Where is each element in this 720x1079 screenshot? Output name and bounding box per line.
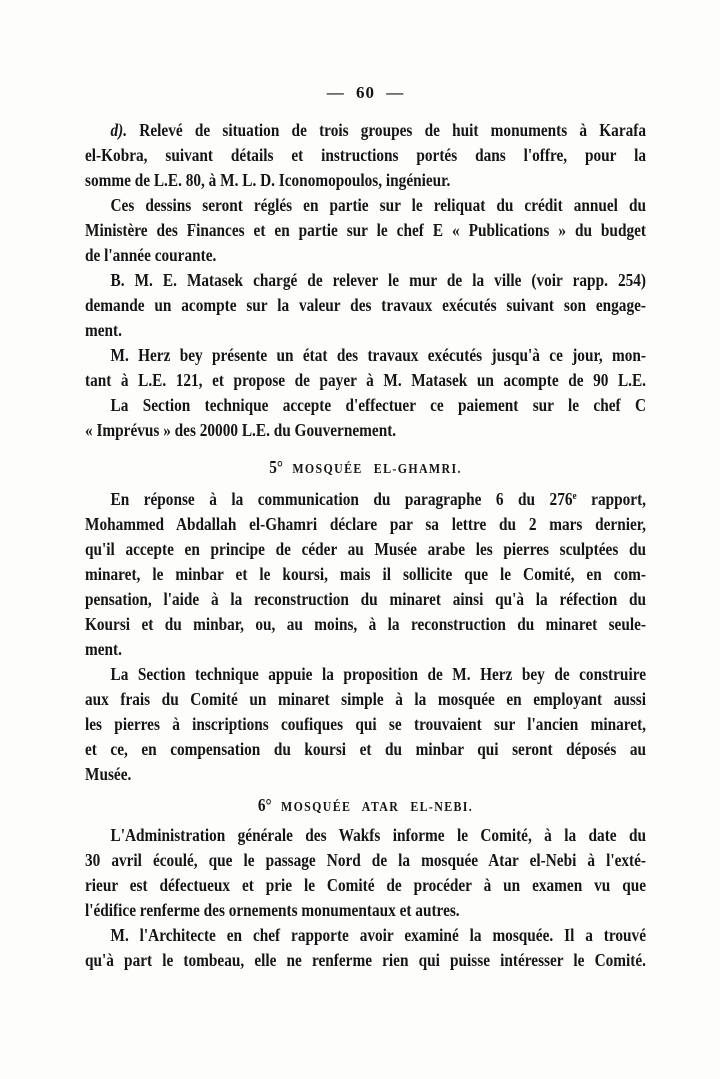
text-line: « Imprévus » des 20000 L.E. du Gouvernement.	[85, 420, 397, 440]
page-number-header: — 60 —	[326, 83, 405, 102]
text-line: ment.	[85, 639, 122, 659]
text-line: demande un acompte sur la valeur des travaux exécutés suivant son engage-	[85, 295, 646, 315]
text-line: qu'à part le tombeau, elle ne renferme rien qui puisse intéresser le Comité.	[85, 950, 646, 970]
text-line: et ce, en compensation du koursi et du minbar qui seront déposés au	[85, 739, 646, 759]
text-line: pensation, l'aide à la reconstruction du minaret ainsi qu'à la réfection du	[85, 589, 646, 609]
ordinal-superscript: e	[572, 490, 577, 502]
paragraph-matasek	[85, 268, 646, 343]
section-heading-mosquee-el-ghamri	[85, 455, 646, 479]
line-text: En réponse à la communication du paragraphe 6 du 276	[110, 489, 573, 509]
paragraph-ces-dessins	[85, 193, 646, 268]
section-number: 6°	[257, 795, 272, 815]
text-line: el-Kobra, suivant détails et instructions portés dans l'offre, pour la	[85, 145, 646, 165]
text-line: B. M. E. Matasek chargé de relever le mur de la ville (voir rapp. 254)	[110, 270, 646, 290]
paragraph-administration-wakfs	[85, 823, 646, 923]
section-title: MOSQUÉE EL-GHAMRI.	[292, 462, 462, 477]
line-text: rapport,	[576, 489, 646, 509]
text-line	[85, 487, 646, 512]
text-line: ment.	[85, 320, 122, 340]
paragraph-section-technique-accepte	[85, 393, 646, 443]
text-line: rieur est défectueux et prie le Comité de procéder à un examen vu que	[85, 875, 646, 895]
text-line: somme de L.E. 80, à M. L. D. Iconomopoulos, ingénieur.	[85, 170, 451, 190]
text-line: M. Herz bey présente un état des travaux exécutés jusqu'à ce jour, mon-	[110, 345, 646, 365]
section-title: MOSQUÉE ATAR EL-NEBI.	[280, 800, 474, 815]
text-line: de l'année courante.	[85, 245, 217, 265]
text-line: Musée.	[85, 764, 132, 784]
line-text: Relevé de situation de trois groupes de huit monuments à Karafa	[139, 120, 647, 140]
paragraph-releve-situation	[85, 118, 646, 193]
text-line: l'édifice renferme des ornements monumentaux et autres.	[85, 900, 460, 920]
text-line	[85, 118, 646, 143]
section-heading-mosquee-atar-el-nebi	[85, 793, 646, 817]
paragraph-en-reponse	[85, 487, 646, 662]
paragraph-section-technique-appuie	[85, 662, 646, 787]
text-line: aux frais du Comité un minaret simple à la mosquée en employant aussi	[85, 689, 646, 709]
item-letter: d).	[110, 120, 128, 140]
text-line: L'Administration générale des Wakfs informe le Comité, à la date du	[110, 825, 646, 845]
text-line: qu'il accepte en principe de céder au Musée arabe les pierres sculptées du	[85, 539, 646, 559]
text-line: Ces dessins seront réglés en partie sur le reliquat du crédit annuel du	[110, 195, 646, 215]
text-line: 30 avril écoulé, que le passage Nord de la mosquée Atar el-Nebi à l'exté-	[85, 850, 646, 870]
text-line: Mohammed Abdallah el-Ghamri déclare par sa lettre du 2 mars dernier,	[85, 514, 646, 534]
paragraph-architecte-en-chef	[85, 923, 646, 973]
paragraph-herz-bey	[85, 343, 646, 393]
text-line: Koursi et du minbar, ou, au moins, à la reconstruction du minaret seule-	[85, 614, 646, 634]
section-number: 5°	[269, 457, 283, 477]
text-block	[85, 118, 646, 973]
text-line: minaret, le minbar et le koursi, mais il sollicite que le Comité, en com-	[85, 564, 646, 584]
text-line: tant à L.E. 121, et propose de payer à M. Matasek un acompte de 90 L.E.	[85, 370, 646, 390]
text-line: M. l'Architecte en chef rapporte avoir examiné la mosquée. Il a trouvé	[110, 925, 646, 945]
text-line: La Section technique appuie la proposition de M. Herz bey de construire	[110, 664, 646, 684]
text-line: La Section technique accepte d'effectuer ce paiement sur le chef C	[110, 395, 646, 415]
text-line: les pierres à inscriptions coufiques qui se trouvaient sur l'ancien minaret,	[85, 714, 646, 734]
text-line: Ministère des Finances et en partie sur le chef E « Publications » du budget	[85, 220, 646, 240]
